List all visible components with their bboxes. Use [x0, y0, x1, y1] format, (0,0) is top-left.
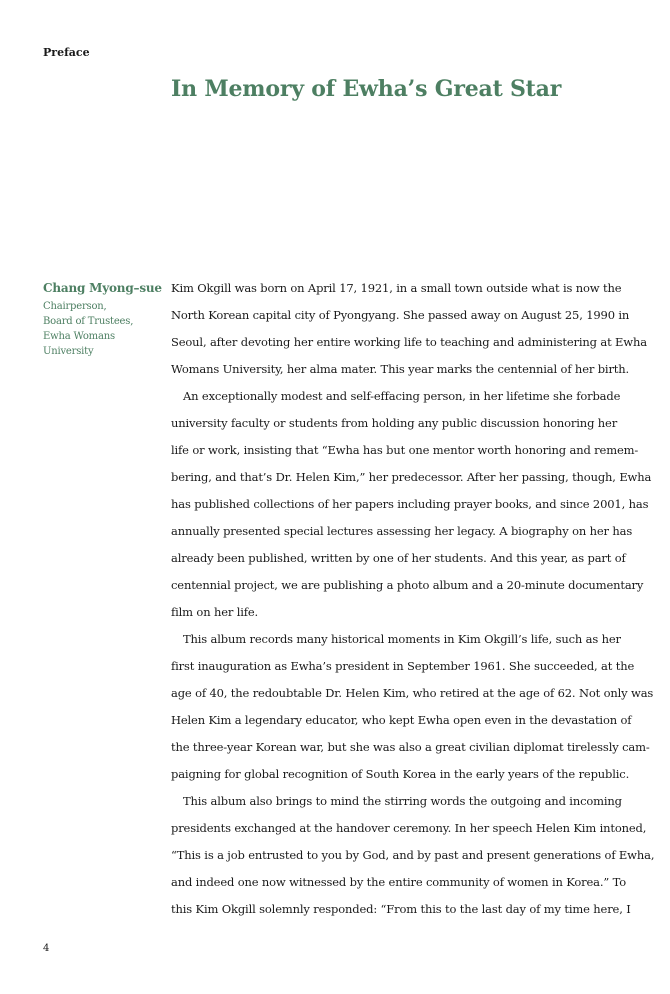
author-role: [43, 299, 163, 359]
body-line: Womans University, her alma mater. This year marks the centennial of her birth.: [171, 362, 630, 376]
body-line: already been published, written by one of her students. And this year, as part of: [171, 551, 626, 565]
author-block: [43, 281, 163, 359]
body-line: paigning for global recognition of South Korea in the early years of the republic.: [171, 767, 630, 781]
page-title: In Memory of Ewha’s Great Star: [171, 76, 562, 102]
body-line: this Kim Okgill solemnly responded: “From this to the last day of my time here, I: [171, 902, 631, 916]
author-role-line: Ewha Womans: [43, 331, 115, 342]
body-line: age of 40, the redoubtable Dr. Helen Kim, who retired at the age of 62. Not only was: [171, 686, 654, 700]
body-line: Kim Okgill was born on April 17, 1921, in a small town outside what is now the: [171, 281, 622, 295]
body-line: presidents exchanged at the handover ceremony. In her speech Helen Kim intoned,: [171, 821, 647, 835]
body-line: film on her life.: [171, 605, 259, 619]
body-line: first inauguration as Ewha’s president in September 1961. She succeeded, at the: [171, 659, 635, 673]
body-line: centennial project, we are publishing a photo album and a 20-minute documentary: [171, 578, 644, 592]
author-role-line: Chairperson,: [43, 301, 107, 312]
body-text: [171, 275, 655, 923]
body-line: An exceptionally modest and self-effacing person, in her lifetime she forbade: [183, 389, 621, 403]
body-line: North Korean capital city of Pyongyang. She passed away on August 25, 1990 in: [171, 308, 630, 322]
page-number: 4: [43, 943, 50, 954]
section-label: Preface: [43, 46, 90, 59]
body-line: Seoul, after devoting her entire working life to teaching and administering at Ewha: [171, 335, 647, 349]
body-line: This album records many historical moments in Kim Okgill’s life, such as her: [183, 632, 621, 646]
body-line: bering, and that’s Dr. Helen Kim,” her predecessor. After her passing, though, Ewha: [171, 470, 652, 484]
author-role-line: Board of Trustees,: [43, 316, 134, 327]
body-line: university faculty or students from holding any public discussion honoring her: [171, 416, 618, 430]
body-line: life or work, insisting that “Ewha has but one mentor worth honoring and remem-: [171, 443, 639, 457]
body-line: “This is a job entrusted to you by God, and by past and present generations of Ewha,: [171, 848, 655, 862]
body-line: This album also brings to mind the stirring words the outgoing and incoming: [183, 794, 622, 808]
body-line: has published collections of her papers including prayer books, and since 2001, has: [171, 497, 649, 511]
body-line: and indeed one now witnessed by the entire community of women in Korea.” To: [171, 875, 626, 889]
author-name: Chang Myong–sue: [43, 281, 162, 295]
body-line: the three-year Korean war, but she was also a great civilian diplomat tirelessly cam-: [171, 740, 650, 754]
body-line: annually presented special lectures assessing her legacy. A biography on her has: [171, 524, 633, 538]
author-role-line: University: [43, 346, 94, 357]
body-line: Helen Kim a legendary educator, who kept Ewha open even in the devastation of: [171, 713, 632, 727]
